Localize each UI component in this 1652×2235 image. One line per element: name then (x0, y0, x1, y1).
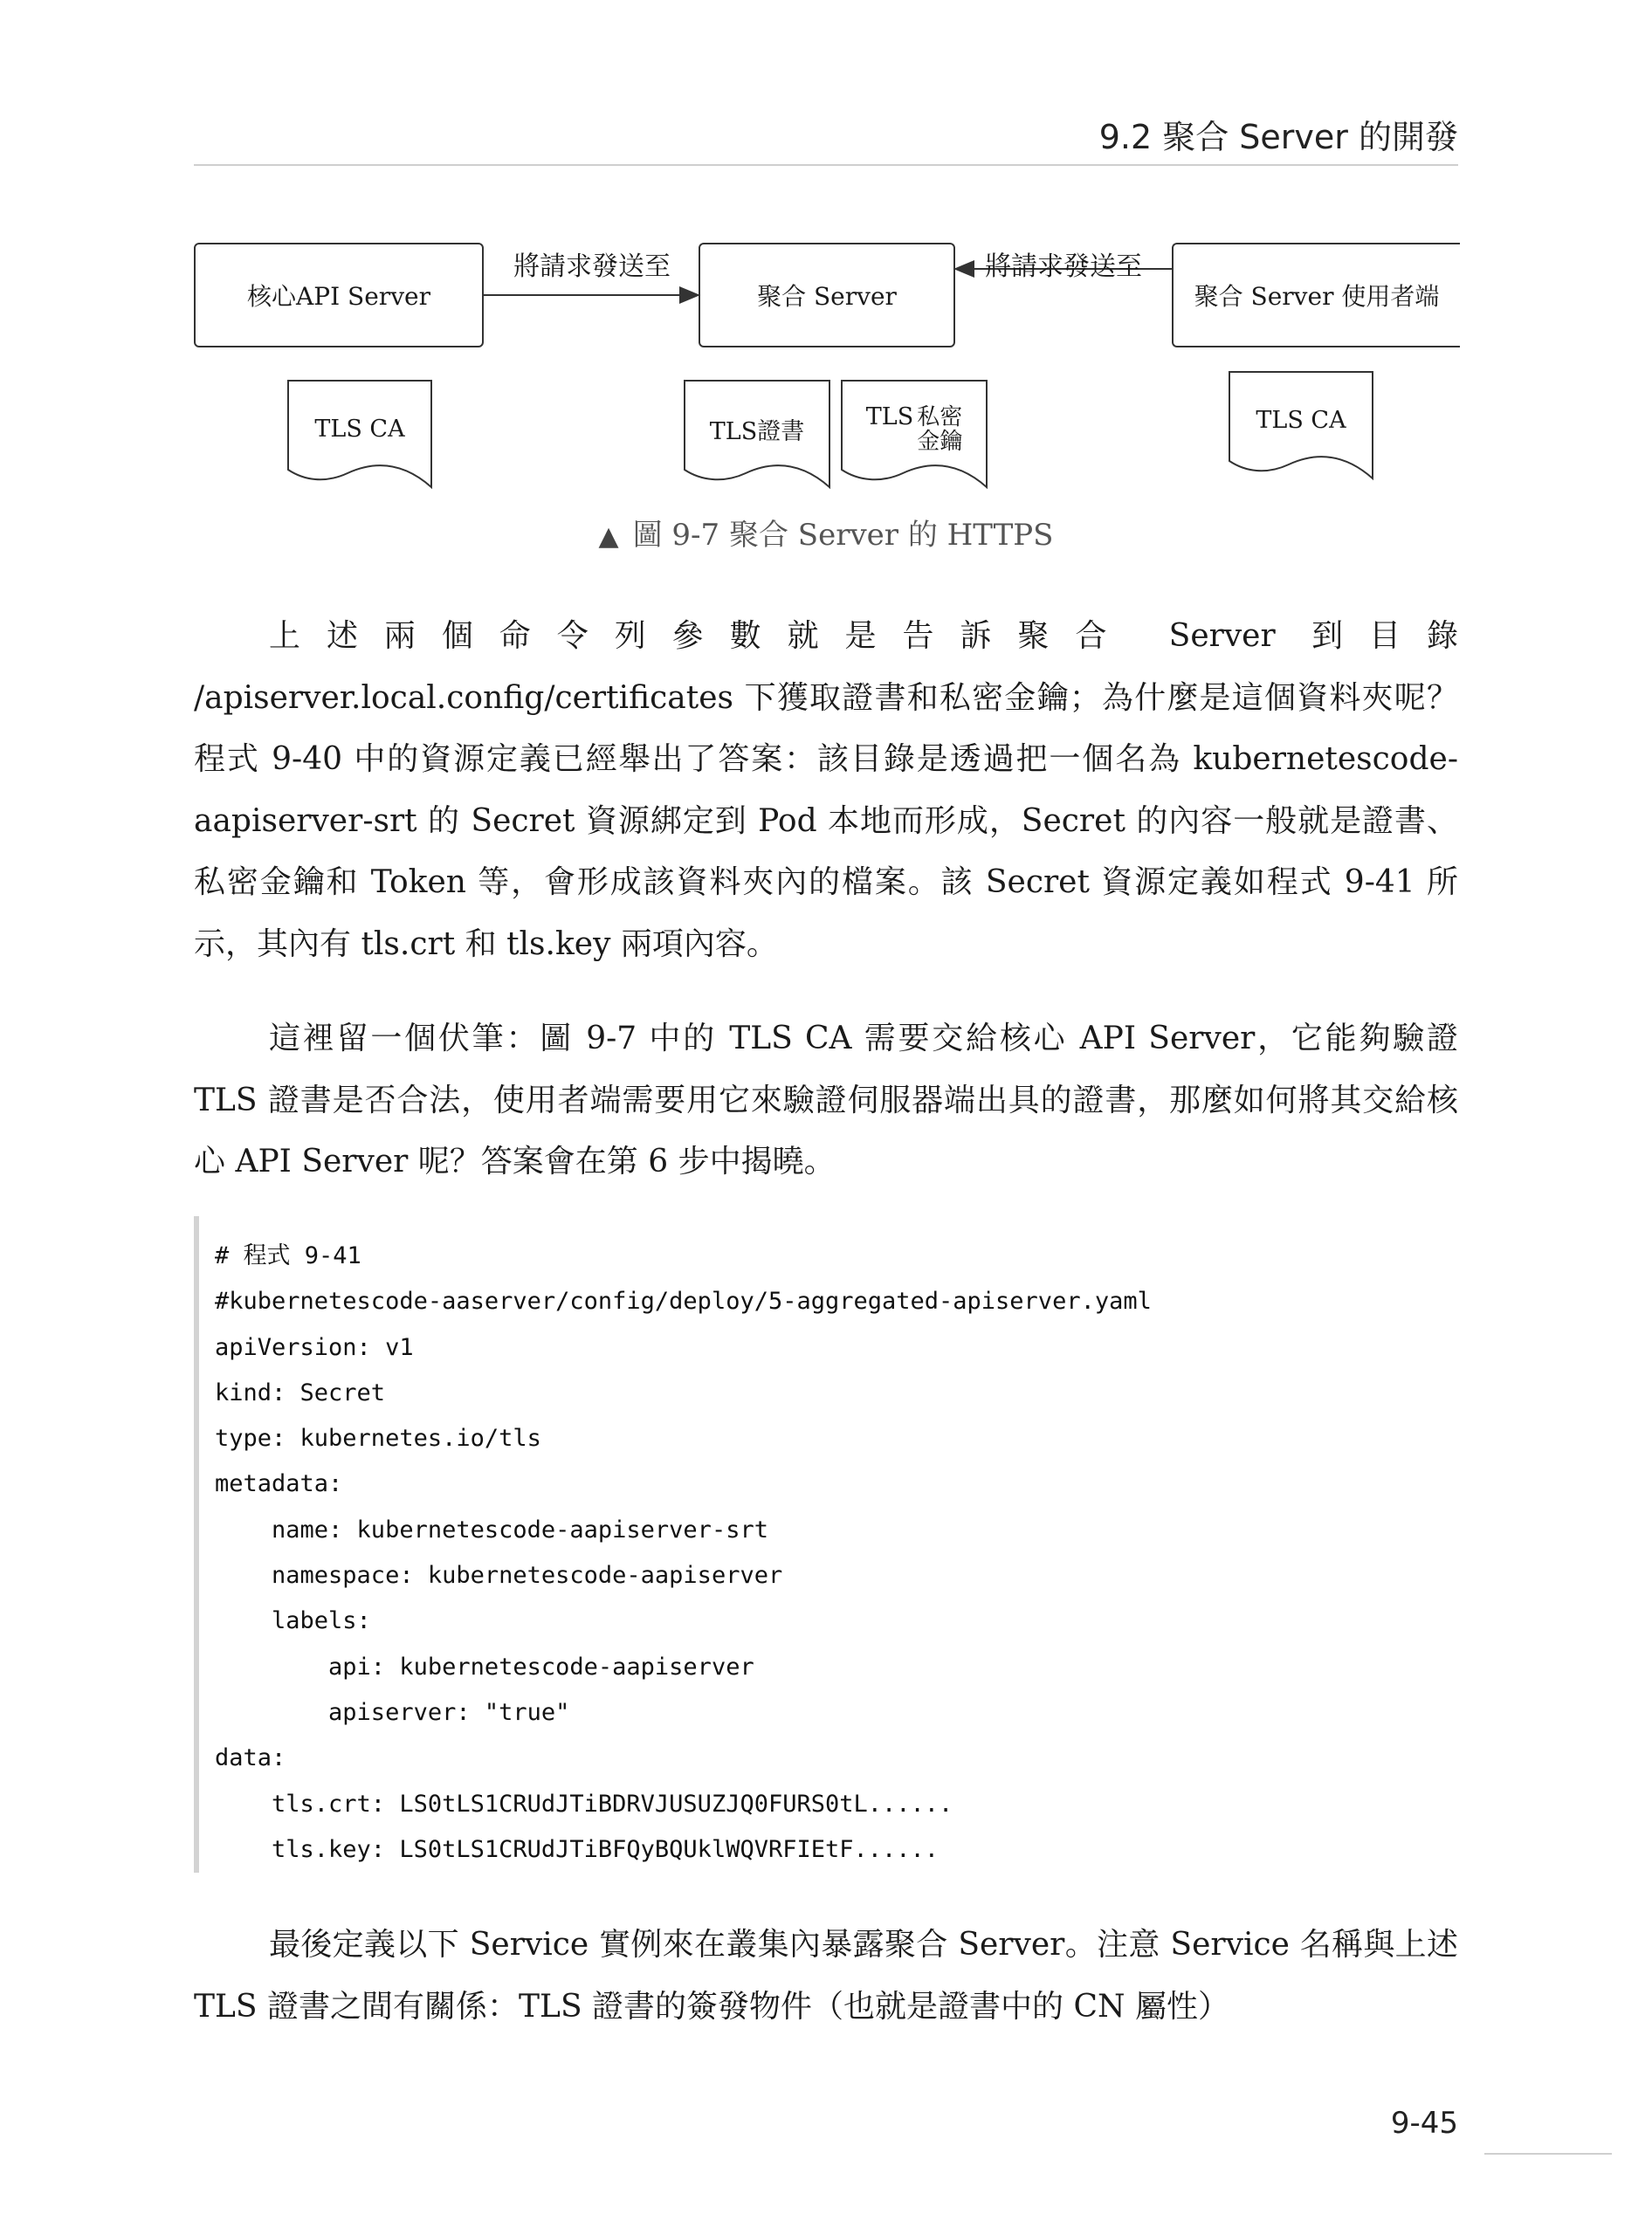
server-tls-key-label (866, 403, 962, 454)
tls-key-prefix: TLS (865, 403, 914, 431)
code-line: #kubernetescode-aaserver/config/deploy/5-aggregated-apiserver.yaml (215, 1288, 1152, 1316)
code-listing (194, 1216, 1458, 1873)
server-tls-key-document (840, 379, 988, 491)
code-line: api: kubernetescode-aapiserver (215, 1653, 754, 1681)
code-line: apiserver: "true" (215, 1698, 570, 1726)
aggregated-server-node (699, 243, 955, 347)
code-line: labels: (215, 1607, 371, 1635)
body-paragraph-3 (194, 1915, 1458, 2038)
code-line: # 程式 9-41 (215, 1242, 361, 1269)
core-api-server-label: 核心API Server (247, 282, 430, 311)
caption-triangle-icon: ▲ (598, 521, 619, 552)
code-line: namespace: kubernetescode-aapiserver (215, 1562, 783, 1590)
section-title: 9.2 聚合 Server 的開發 (1098, 118, 1458, 156)
body-paragraph-2 (194, 1008, 1458, 1193)
code-line: kind: Secret (215, 1379, 386, 1406)
client-tls-ca-document (1228, 370, 1374, 482)
aggregated-client-node (1172, 243, 1460, 347)
paragraph-text: 上述兩個命令列參數就是告訴聚合 Server 到目錄 /apiserver.local.config/certificates 下獲取證書和私密金鑰；為什麼是這個資料夾呢？程式 9-40 中的資源定義已經舉出了答案：該目錄是透過把一個名為 kubernetescode-aapiserver-srt 的 Secret 資源綁定到 Pod 本地而形成，Secret 的內容一般就是證書、私密金鑰和 Token 等，會形成該資料夾內的檔案。該 Secret 資源定義如程式 9-41 所示，其內有 tls.crt 和 tls.key 兩項內容。 (194, 618, 1458, 962)
server-tls-cert-document (683, 379, 831, 491)
code-line: tls.key: LS0tLS1CRUdJTiBFQyBQUklWQVRFIEtF...... (215, 1835, 940, 1863)
code-line: data: (215, 1744, 286, 1772)
paragraph-text: 這裡留一個伏筆：圖 9-7 中的 TLS CA 需要交給核心 API Server，它能夠驗證 TLS 證書是否合法，使用者端需要用它來驗證伺服器端出具的證書，那麼如何將其交給核心 API Server 呢？答案會在第 6 步中揭曉。 (194, 1021, 1458, 1179)
body-paragraph-1 (194, 606, 1458, 975)
code-line: type: kubernetes.io/tls (215, 1425, 541, 1453)
figure-caption (0, 511, 1652, 554)
running-header (194, 103, 1458, 166)
edge-label-left: 將請求發送至 (513, 251, 671, 282)
code-line: apiVersion: v1 (215, 1333, 414, 1361)
core-api-server-node (194, 243, 484, 347)
server-tls-cert-label: TLS證書 (709, 417, 805, 445)
paragraph-text: 最後定義以下 Service 實例來在叢集內暴露聚合 Server。注意 Service 名稱與上述 TLS 證書之間有關係：TLS 證書的簽發物件（也就是證書中的 CN 屬性） (194, 1927, 1458, 2025)
core-tls-ca-label: TLS CA (314, 415, 405, 443)
tls-key-stack (917, 406, 962, 454)
aggregated-server-label: 聚合 Server (757, 282, 897, 311)
aggregated-client-label: 聚合 Server 使用者端 (1194, 282, 1440, 311)
core-tls-ca-document (286, 379, 433, 491)
caption-text: 圖 9-7 聚合 Server 的 HTTPS (632, 518, 1054, 553)
https-diagram (194, 236, 1460, 533)
tls-key-line1: 私密 (917, 404, 963, 431)
client-tls-ca-label: TLS CA (1256, 406, 1346, 434)
tls-key-line2: 金鑰 (917, 428, 963, 455)
code-line: name: kubernetescode-aapiserver-srt (215, 1516, 768, 1544)
edge-label-right: 將請求發送至 (985, 251, 1142, 282)
code-line: tls.crt: LS0tLS1CRUdJTiBDRVJUSUZJQ0FURS0tL...... (215, 1790, 953, 1818)
code-line: metadata: (215, 1470, 343, 1498)
footer-rule (1484, 2153, 1612, 2155)
page-number: 9-45 (1390, 2106, 1458, 2141)
